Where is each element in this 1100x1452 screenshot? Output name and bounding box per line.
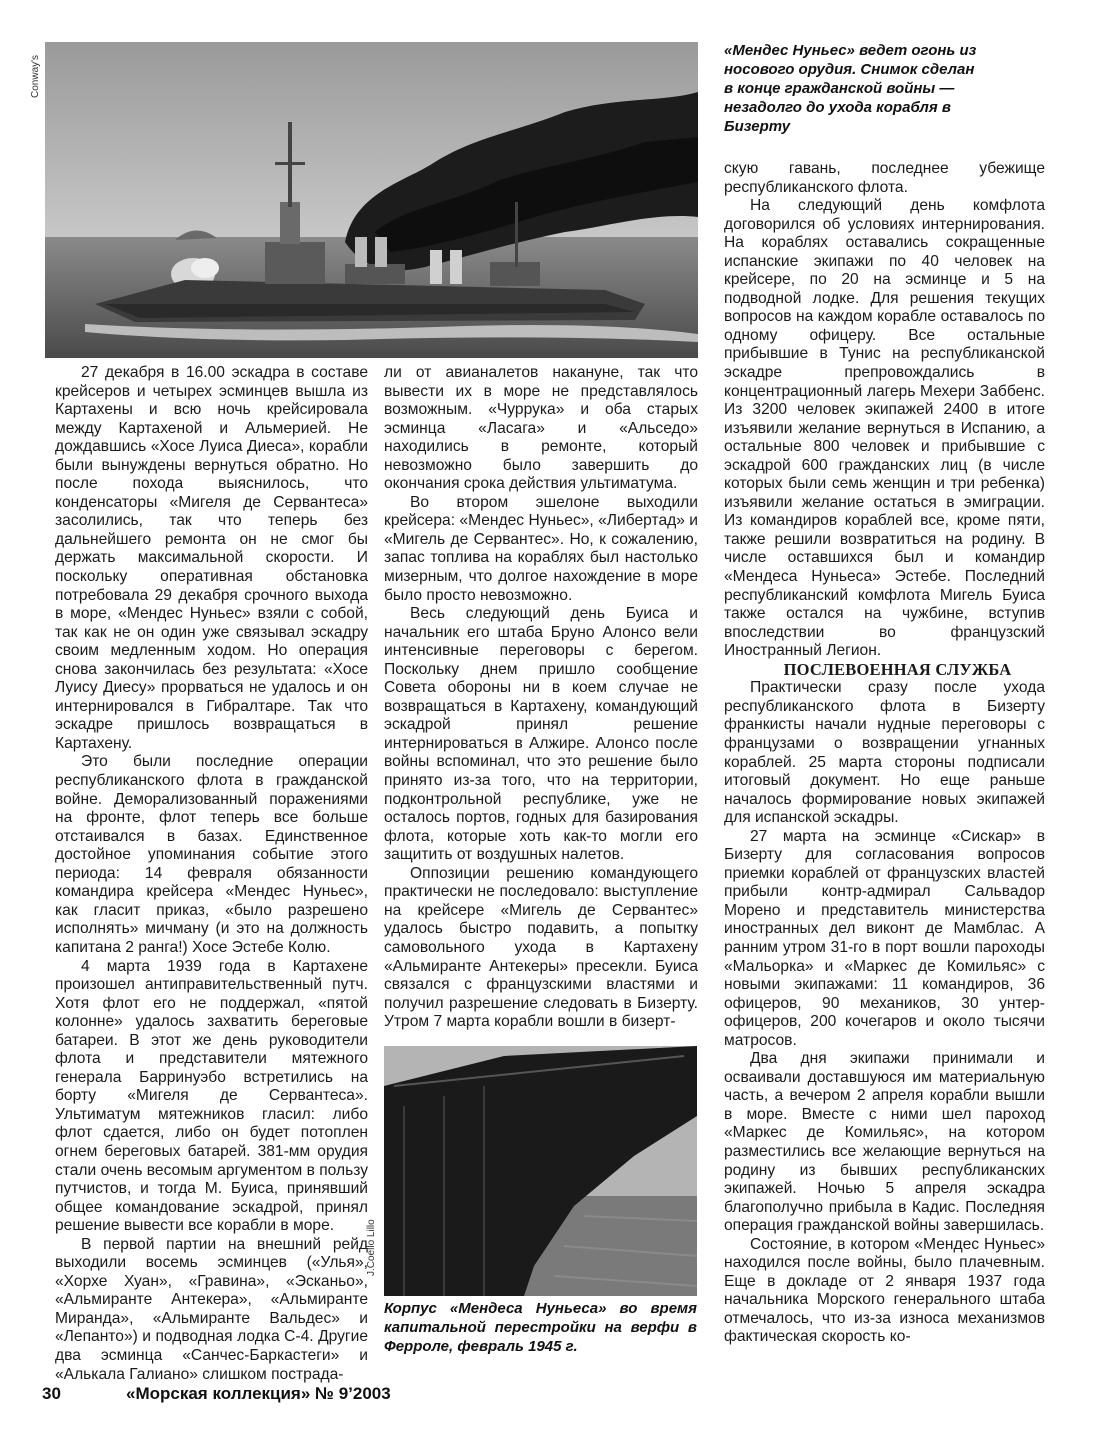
paragraph: На следующий день комфлота договорился об условиях интернирования. На кораблях оставались сокращенные испанские экипажи по 40 человек на крейсере, по 20 на эсминце и 5 на подводной лодке. Для решения текущих вопросов на каждом корабле оставалось по одному офицеру. Все остальные прибывшие в Тунис на республиканской эскадре препровождались в концентрационный лагерь Мехери Заббенс. Из 3200 человек экипажей 2400 в итоге изъявили желание вернуться в Испанию, а остальные 800 человек и прибывшие с эскадрой 600 гражданских лиц (в числе которых были семь женщин и три ребенка) изъявили желание остаться в эмиграции. Из командиров кораблей все, кроме пяти, также решили возвратиться на родину. В числе оставшихся был и командир «Мендеса Нуньеса» Эстебе. Последний республиканский комфлота Мигель Буиса также остался на чужбине, вступив впоследствии во французский Иностранный Легион. <box>724 197 1045 660</box>
photo-caption-top: «Мендес Нуньес» ведет огонь из носового орудия. Снимок сделан в конце гражданской войны — незадолго до ухода корабля в Бизерту <box>724 42 977 135</box>
paragraph: Два дня экипажи принимали и осваивали доставшуюся им материальную часть, а вечером 2 апреля корабли вышли в море. Вместе с ними шел пароход «Маркес де Комильяс», на котором разместились все желающие вернуться на родину из бывших республиканских экипажей. Ночью 5 апреля эскадра благополучно прибыла в Кадис. Последняя операция гражданской войны завершилась. <box>724 1050 1045 1235</box>
photo-hull-reconstruction <box>384 1046 697 1296</box>
paragraph: Это были последние операции республиканского флота в гражданской войне. Деморализованный поражениями на фронте, флот теперь все больше отстаивался в базах. Единственное достойное упоминания событие этого периода: 14 февраля обязанности командира крейсера «Мендес Нуньес», как гласит приказ, «было разрешено исполнять» мичману (и это на должность капитана 2 ранга!) Хосе Эстебе Колю. <box>55 753 368 956</box>
paragraph: В первой партии на внешний рейд выходили восемь эсминцев («Улья», «Хорхе Хуан», «Гравина», «Эсканьо», «Альмиранте Антекера», «Альмиранте Миранда», «Альмиранте Вальдес» и «Лепанто») и подводная лодка С-4. Другие два эсминца «Санчес-Баркастеги» и «Алькала Галиано» слишком пострада- <box>55 1235 368 1383</box>
paragraph: 27 декабря в 16.00 эскадра в составе крейсеров и четырех эсминцев вышла из Картахены и всю ночь крейсировала между Картахеной и Альмерией. Не дождавшись «Хосе Луиса Диеса», корабли были вынуждены вернуться обратно. Но после похода выяснилось, что конденсаторы «Мигеля де Сервантеса» засолились, так что теперь без дальнейшего ремонта он не смог бы держать максимальной скорости. И поскольку оперативная обстановка потребовала 29 декабря срочного выхода в море, «Мендес Нуньес» взяли с собой, так как не он один уже связывал эскадру своим медленным ходом. Но операция снова закончилась без результата: «Хосе Луису Диесу» прорваться не удалось и он интернировался в Гибралтаре. Так что эскадре пришлось возвращаться в Картахену. <box>55 364 368 752</box>
paragraph: ли от авианалетов накануне, так что вывести их в море не представлялось возможным. «Чуррука» и оба старых эсминца «Ласага» и «Альседо» находились в ремонте, который невозможно было завершить до окончания срока действия ультиматума. <box>384 364 698 493</box>
page-number: 30 <box>42 1384 61 1403</box>
paragraph: 4 марта 1939 года в Картахене произошел антиправительственный путч. Хотя флот его не поддержал, «пятой колонне» удалось захватить береговые батареи. В этот же день руководители флота и представители мятежного генерала Барринуэбо встретились на борту «Мигеля де Сервантеса». Ультиматум мятежников гласил: либо флот сдается, либо он будет потоплен огнем береговых батарей. 381-мм орудия стали очень весомым аргументом в пользу путчистов, и тогда М. Буиса, принявший общее командование эскадрой, принял решение вывести все корабли в море. <box>55 957 368 1235</box>
section-heading: ПОСЛЕВОЕННАЯ СЛУЖБА <box>783 659 1012 679</box>
paragraph: Практически сразу после ухода республиканского флота в Бизерту франкисты начали нудные переговоры с французами о возвращении угнанных кораблей. 25 марта стороны подписали итоговый документ. Но еще раньше началось формирование новых экипажей для испанской эскадры. <box>724 679 1045 827</box>
photo-credit-conways: Conway's <box>30 54 41 98</box>
journal-title: «Морская коллекция» № 9’2003 <box>126 1384 391 1403</box>
article-column-3 <box>724 160 1045 1347</box>
photo-credit-coello: J.Coello Lillo <box>366 1219 377 1276</box>
article-column-1 <box>55 364 368 1384</box>
photo-caption-bottom: Корпус «Мендеса Нуньеса» во время капитальной перестройки на верфи в Ферроле, февраль 1945 г. <box>384 1300 697 1355</box>
photo-cruiser-firing <box>45 42 698 358</box>
paragraph: Состояние, в котором «Мендес Нуньес» находился после войны, было плачевным. Еще в докладе от 2 января 1937 года начальника Морского генерального штаба отмечалось, что из-за износа механизмов фактическая скорость ко- <box>724 1235 1045 1346</box>
paragraph: 27 марта на эсминце «Сискар» в Бизерту для согласования вопросов приемки кораблей от французских властей прибыли контр-адмирал Сальвадор Морено и представитель министерства иностранных дел виконт де Мамблас. А ранним утром 31-го в порт вошли пароходы «Мальорка» и «Маркес де Комильяс» с новыми экипажами: 11 командиров, 36 офицеров, 90 механиков, 30 унтер-офицеров, 200 кочегаров и около тысячи матросов. <box>724 827 1045 1049</box>
paragraph: Оппозиции решению командующего практически не последовало: выступление на крейсере «Мигель де Сервантес» удалось быстро подавить, а попытку самовольного ухода в Картахену «Альмиранте Антекеры» пресекли. Буиса связался с французскими властями и получил разрешение следовать в Бизерту. Утром 7 марта корабли вошли в бизерт- <box>384 864 698 1031</box>
paragraph: скую гавань, последнее убежище республиканского флота. <box>724 160 1045 196</box>
ship-illustration <box>45 42 698 358</box>
paragraph: Во втором эшелоне выходили крейсера: «Мендес Нуньес», «Либертад» и «Мигель де Сервантес». Но, к сожалению, запас топлива на кораблях был настолько мизерным, что долгое нахождение в море было просто невозможно. <box>384 493 698 604</box>
paragraph: Весь следующий день Буиса и начальник его штаба Бруно Алонсо вели интенсивные переговоры с берегом. Поскольку днем пришло сообщение Совета обороны ни в коем случае не возвращаться в Картахену, командующий эскадрой принял решение интернироваться в Алжире. Алонсо после войны вспоминал, что это решение было принято из-за того, что на территории, подконтрольной республике, уже не осталось портов, годных для базирования флота, которые хоть как-то могли его защитить от воздушных налетов. <box>384 605 698 864</box>
hull-illustration <box>384 1046 697 1296</box>
article-column-2 <box>384 364 698 1032</box>
